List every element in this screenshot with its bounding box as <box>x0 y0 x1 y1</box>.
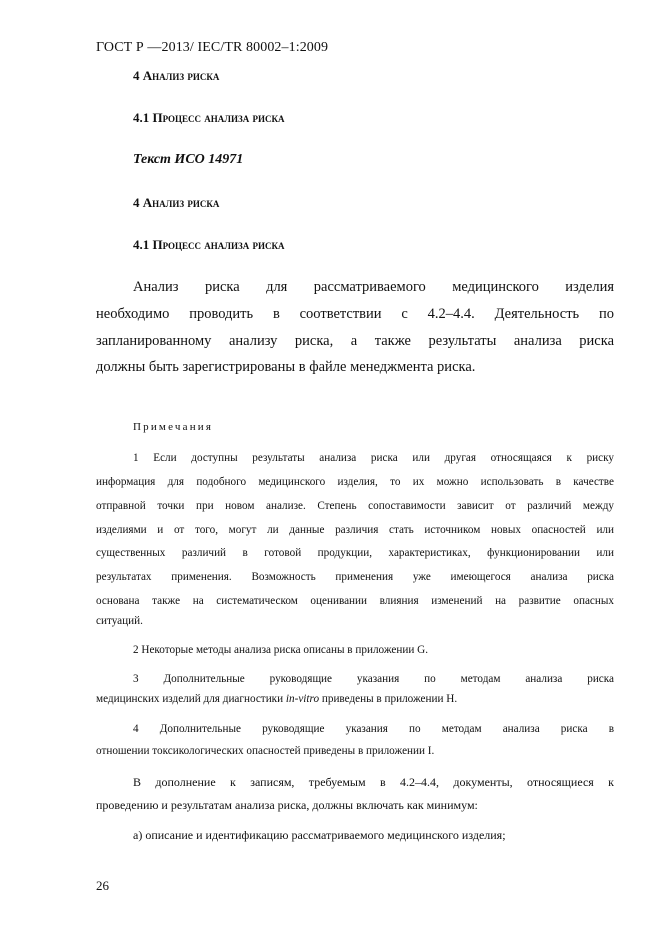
heading-iso-section-4: 4 Анализ риска <box>133 195 220 210</box>
note-line: 3 Дополнительные руководящие указания по методам анализа риска <box>133 673 614 685</box>
paragraph-line: Анализ риска для рассматриваемого медицинского изделия <box>133 279 614 295</box>
note-line: информация для подобного медицинского изделия, то их можно использовать в качестве <box>96 476 614 488</box>
heading-section-4-1: 4.1 Процесс анализа риска <box>133 110 285 125</box>
list-item-a: а) описание и идентификацию рассматриваемого медицинского изделия; <box>133 828 506 842</box>
note-line: медицинских изделий для диагностики in-vitro приведены в приложении H. <box>96 693 458 705</box>
paragraph-line: В дополнение к записям, требуемым в 4.2–4.4, документы, относящиеся к <box>133 775 614 789</box>
paragraph-line: должны быть зарегистрированы в файле менеджмента риска. <box>96 359 476 375</box>
page-number: 26 <box>96 878 109 893</box>
note-line: изделиями и от того, могут ли данные различия стать источником новых опасностей или <box>96 524 614 536</box>
note-line: отношении токсикологических опасностей приведены в приложении I. <box>96 745 435 757</box>
note-line: основана также на систематическом оценивании влияния изменений на развитие опасных <box>96 595 614 607</box>
note-line: результатах применения. Возможность применения уже имеющегося анализа риска <box>96 571 614 583</box>
note-line: существенных различий в готовой продукции, характеристиках, функционировании или <box>96 547 614 559</box>
heading-iso-text: Текст ИСО 14971 <box>133 152 244 167</box>
note-line: 4 Дополнительные руководящие указания по методам анализа риска в <box>133 723 614 735</box>
note-line: отправной точки при новом анализе. Степень сопоставимости зависит от различий между <box>96 500 614 512</box>
document-header: ГОСТ Р —2013/ IEC/TR 80002–1:2009 <box>96 40 329 55</box>
note-line: 2 Некоторые методы анализа риска описаны в приложении G. <box>133 644 429 656</box>
paragraph-line: проведению и результатам анализа риска, должны включать как минимум: <box>96 798 478 812</box>
heading-section-4: 4 Анализ риска <box>133 68 220 83</box>
notes-title: Примечания <box>133 421 214 433</box>
note-line: 1 Если доступны результаты анализа риска или другая относящаяся к риску <box>133 452 614 464</box>
paragraph-line: необходимо проводить в соответствии с 4.2–4.4. Деятельность по <box>96 306 614 322</box>
heading-iso-section-4-1: 4.1 Процесс анализа риска <box>133 237 285 252</box>
note-line: ситуаций. <box>96 615 143 627</box>
paragraph-line: запланированному анализу риска, а также результаты анализа риска <box>96 333 614 349</box>
